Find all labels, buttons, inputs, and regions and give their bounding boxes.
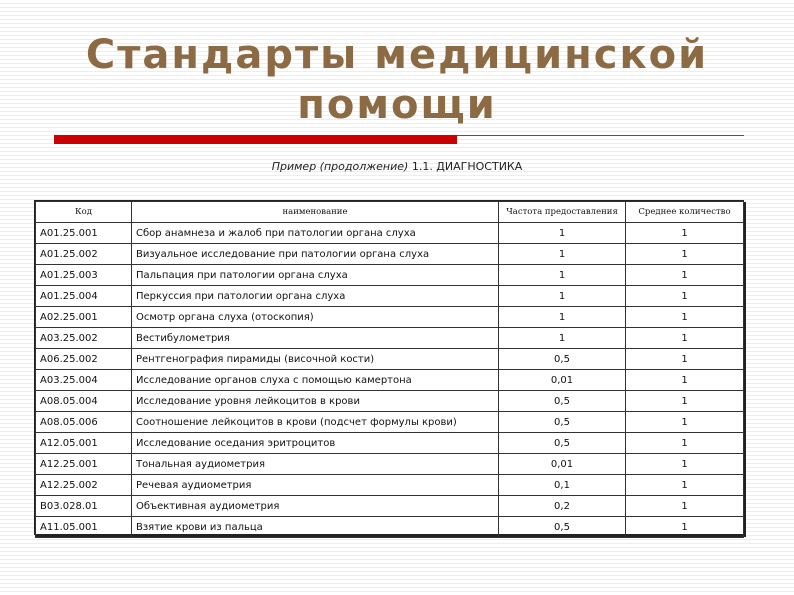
cell-frequency: 0,5 xyxy=(499,391,626,412)
header-average-count: Среднее количество xyxy=(626,202,744,223)
header-frequency: Частота предоставления xyxy=(499,202,626,223)
cell-frequency: 0,5 xyxy=(499,517,626,538)
cell-average-count: 1 xyxy=(626,328,744,349)
table-row xyxy=(36,391,744,412)
cell-average-count: 1 xyxy=(626,286,744,307)
slide-subtitle xyxy=(0,160,794,173)
cell-average-count: 1 xyxy=(626,433,744,454)
cell-name: Речевая аудиометрия xyxy=(132,475,499,496)
cell-code: A11.05.001 xyxy=(36,517,132,538)
cell-name: Сбор анамнеза и жалоб при патологии органа слуха xyxy=(132,223,499,244)
cell-frequency: 1 xyxy=(499,328,626,349)
cell-average-count: 1 xyxy=(626,412,744,433)
cell-name: Взятие крови из пальца xyxy=(132,517,499,538)
cell-average-count: 1 xyxy=(626,496,744,517)
cell-code: A12.05.001 xyxy=(36,433,132,454)
table-row xyxy=(36,286,744,307)
cell-average-count: 1 xyxy=(626,244,744,265)
cell-average-count: 1 xyxy=(626,349,744,370)
cell-average-count: 1 xyxy=(626,223,744,244)
cell-code: A01.25.004 xyxy=(36,286,132,307)
standards-table-wrapper xyxy=(34,200,744,535)
cell-name: Вестибулометрия xyxy=(132,328,499,349)
cell-average-count: 1 xyxy=(626,475,744,496)
cell-name: Визуальное исследование при патологии органа слуха xyxy=(132,244,499,265)
table-row xyxy=(36,454,744,475)
cell-frequency: 1 xyxy=(499,265,626,286)
table-row xyxy=(36,244,744,265)
table-row xyxy=(36,349,744,370)
subtitle-section: 1.1. ДИАГНОСТИКА xyxy=(408,160,523,173)
cell-code: A01.25.002 xyxy=(36,244,132,265)
cell-name: Осмотр органа слуха (отоскопия) xyxy=(132,307,499,328)
slide-title-line1: Стандарты медицинской xyxy=(85,32,709,78)
standards-table xyxy=(35,201,744,538)
cell-code: A03.25.002 xyxy=(36,328,132,349)
table-row xyxy=(36,307,744,328)
cell-name: Перкуссия при патологии органа слуха xyxy=(132,286,499,307)
cell-frequency: 1 xyxy=(499,244,626,265)
cell-name: Исследование оседания эритроцитов xyxy=(132,433,499,454)
cell-average-count: 1 xyxy=(626,517,744,538)
accent-bar xyxy=(54,135,457,144)
cell-frequency: 1 xyxy=(499,307,626,328)
cell-average-count: 1 xyxy=(626,265,744,286)
cell-frequency: 0,01 xyxy=(499,454,626,475)
table-row xyxy=(36,370,744,391)
cell-code: A01.25.003 xyxy=(36,265,132,286)
slide-title-line2: помощи xyxy=(297,82,497,128)
cell-average-count: 1 xyxy=(626,391,744,412)
header-code: Код xyxy=(36,202,132,223)
cell-frequency: 1 xyxy=(499,223,626,244)
cell-name: Рентгенография пирамиды (височной кости) xyxy=(132,349,499,370)
table-row xyxy=(36,475,744,496)
cell-code: A02.25.001 xyxy=(36,307,132,328)
cell-average-count: 1 xyxy=(626,370,744,391)
cell-code: A01.25.001 xyxy=(36,223,132,244)
cell-name: Соотношение лейкоцитов в крови (подсчет формулы крови) xyxy=(132,412,499,433)
table-row xyxy=(36,223,744,244)
cell-name: Объективная аудиометрия xyxy=(132,496,499,517)
cell-code: A08.05.004 xyxy=(36,391,132,412)
cell-average-count: 1 xyxy=(626,454,744,475)
cell-code: A06.25.002 xyxy=(36,349,132,370)
cell-code: A03.25.004 xyxy=(36,370,132,391)
cell-frequency: 1 xyxy=(499,286,626,307)
header-name: наименование xyxy=(132,202,499,223)
accent-rule xyxy=(457,135,744,136)
cell-frequency: 0,5 xyxy=(499,349,626,370)
table-row xyxy=(36,412,744,433)
cell-frequency: 0,01 xyxy=(499,370,626,391)
cell-code: A12.25.002 xyxy=(36,475,132,496)
table-header-row xyxy=(36,202,744,223)
cell-average-count: 1 xyxy=(626,307,744,328)
slide-title xyxy=(0,30,794,130)
cell-code: B03.028.01 xyxy=(36,496,132,517)
table-row xyxy=(36,496,744,517)
cell-frequency: 0,5 xyxy=(499,412,626,433)
cell-name: Исследование органов слуха с помощью камертона xyxy=(132,370,499,391)
cell-frequency: 0,5 xyxy=(499,433,626,454)
subtitle-prefix: Пример (продолжение) xyxy=(271,160,409,173)
cell-frequency: 0,2 xyxy=(499,496,626,517)
table-row xyxy=(36,433,744,454)
cell-frequency: 0,1 xyxy=(499,475,626,496)
cell-code: A08.05.006 xyxy=(36,412,132,433)
cell-name: Исследование уровня лейкоцитов в крови xyxy=(132,391,499,412)
cell-code: A12.25.001 xyxy=(36,454,132,475)
cell-name: Пальпация при патологии органа слуха xyxy=(132,265,499,286)
table-row xyxy=(36,328,744,349)
table-row xyxy=(36,265,744,286)
cell-name: Тональная аудиометрия xyxy=(132,454,499,475)
table-row xyxy=(36,517,744,538)
